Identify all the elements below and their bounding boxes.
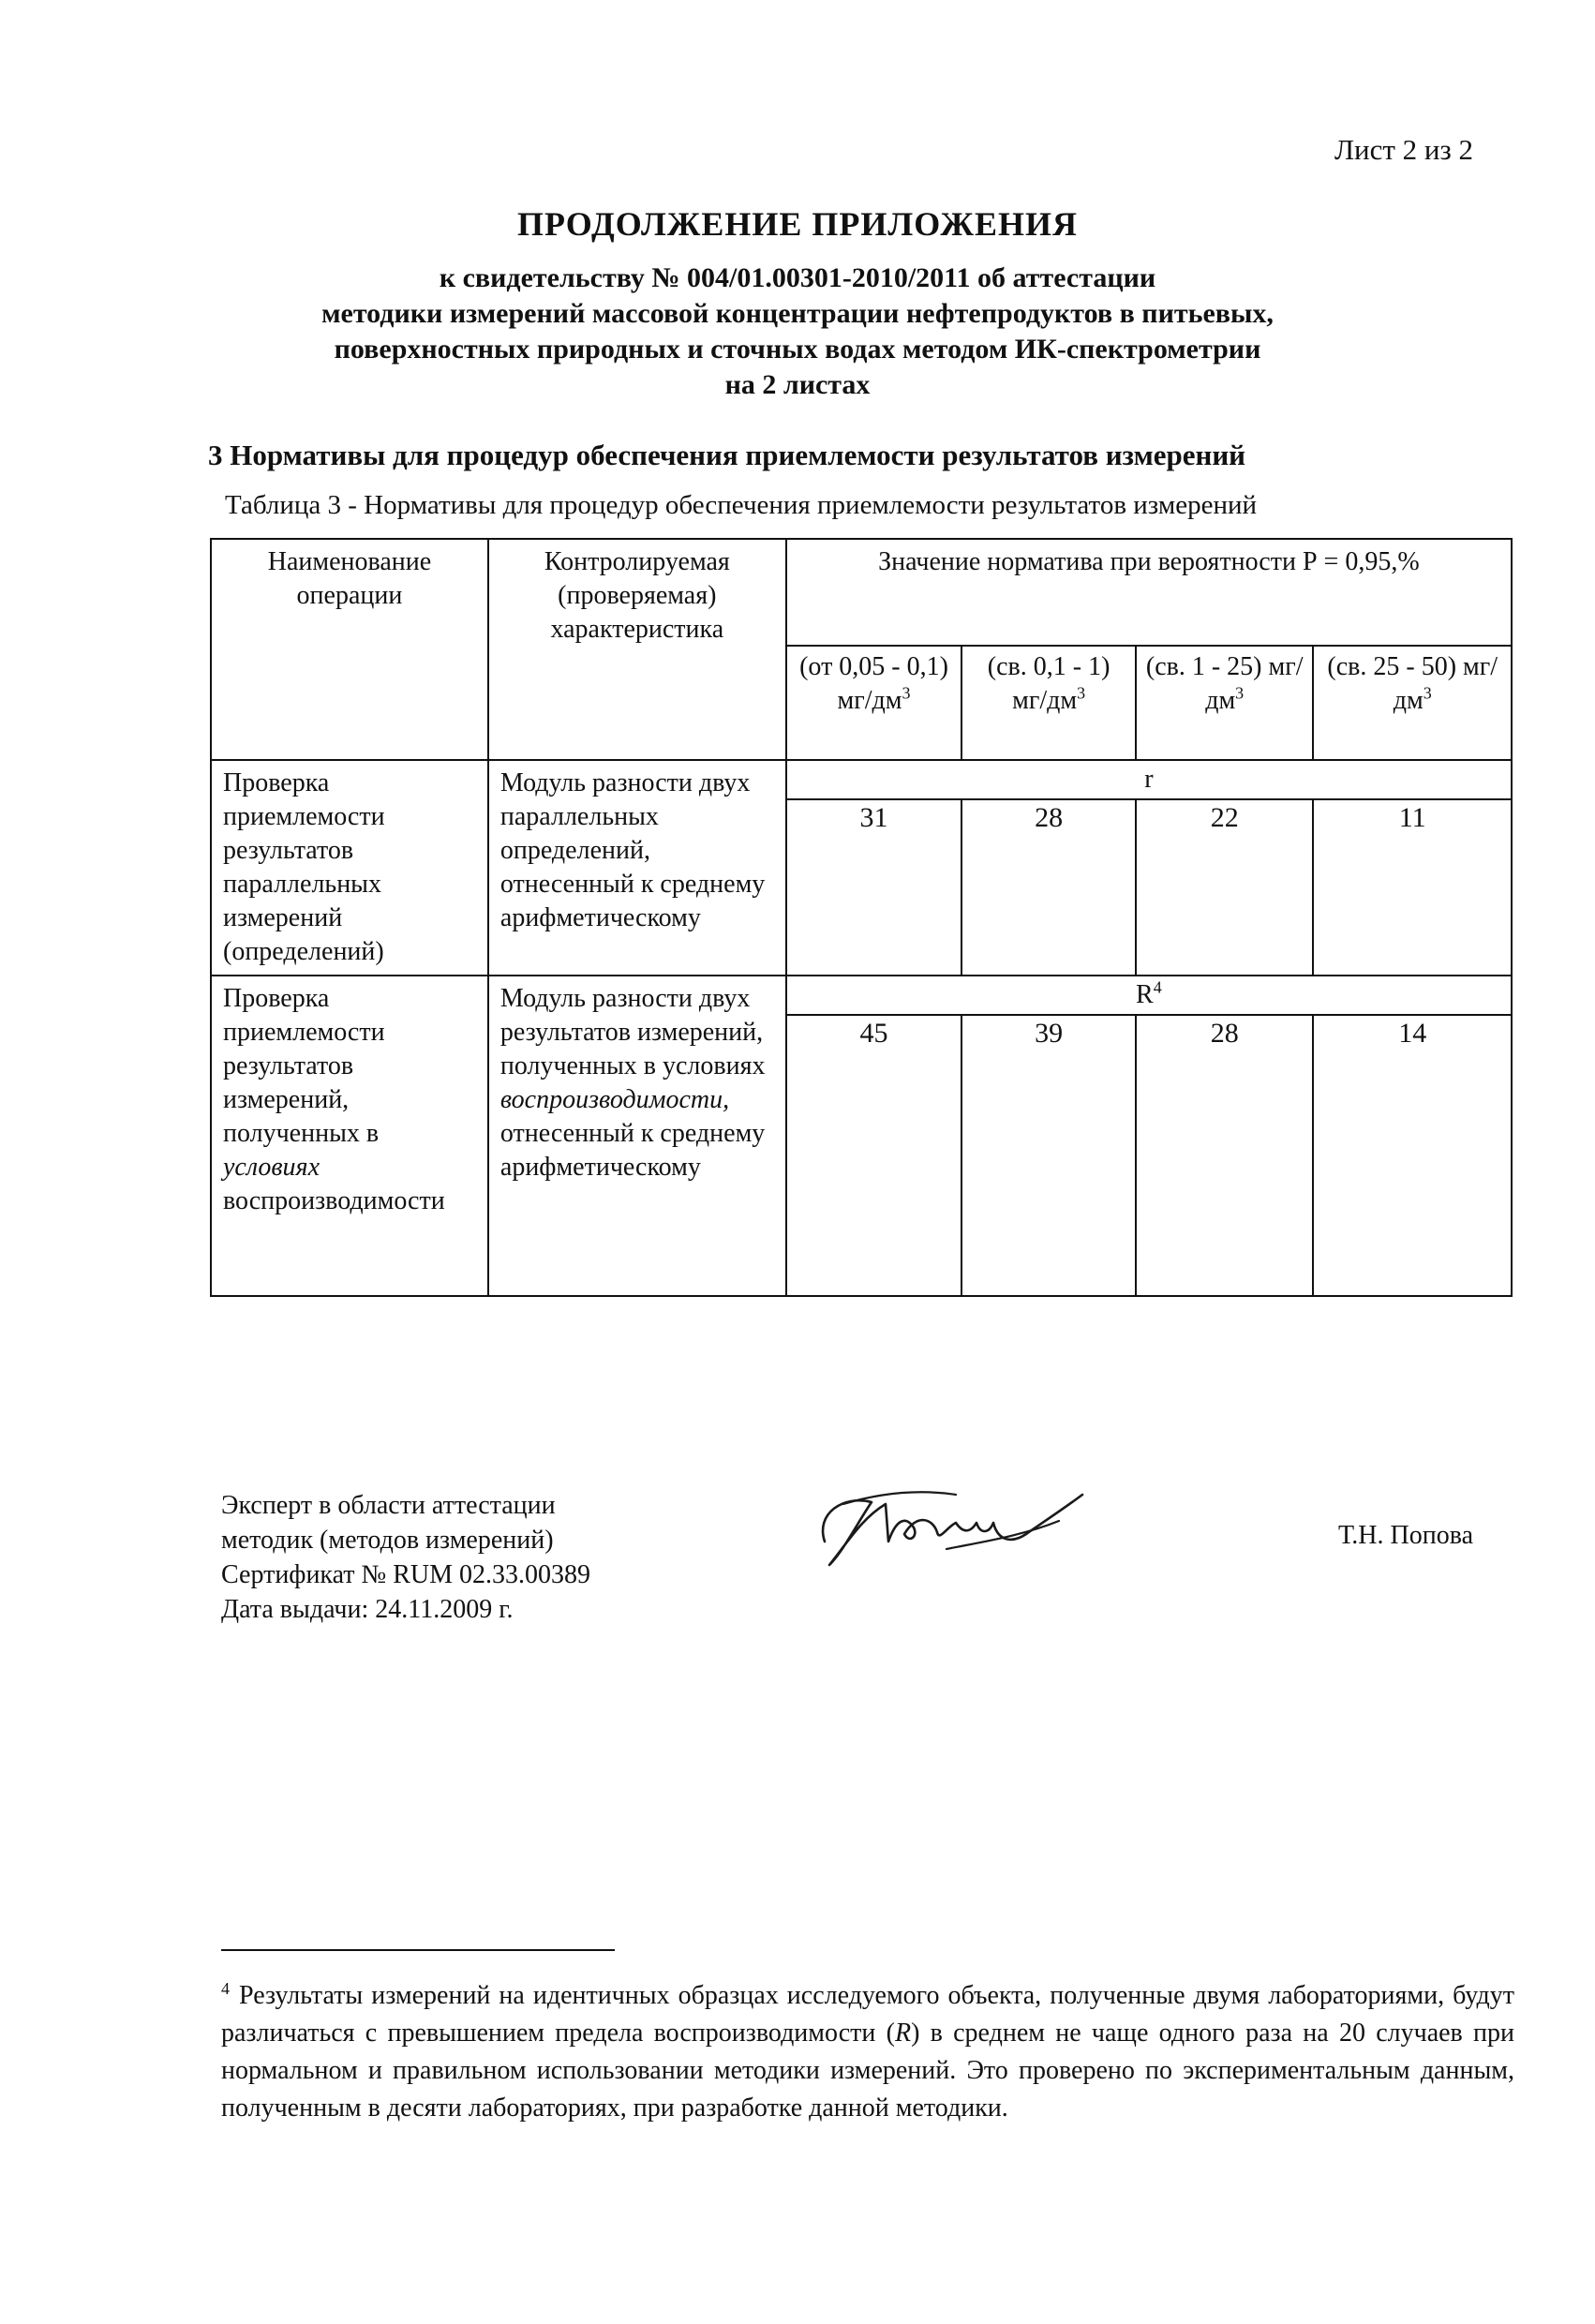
- signer-name: Т.Н. Попова: [1338, 1521, 1474, 1550]
- table-caption: Таблица 3 - Нормативы для процедур обеспечения приемлемости результатов измерений: [225, 490, 1258, 520]
- document-title: ПРОДОЛЖЕНИЕ ПРИЛОЖЕНИЯ: [517, 205, 1078, 243]
- expert-line: Дата выдачи: 24.11.2009 г.: [221, 1595, 514, 1624]
- header-value: Значение норматива при вероятности Р = 0,95,%: [786, 539, 1512, 646]
- expert-block: [221, 1488, 590, 1627]
- range-header: (св. 25 - 50) $мг/дм^3$: [1313, 646, 1512, 760]
- header-characteristic: Контролируемая (проверяемая) характеристика: [488, 539, 786, 760]
- operation-cell: Проверка приемлемости результатов параллельных измерений (определений): [211, 760, 488, 976]
- expert-line: методик (методов измерений): [221, 1526, 554, 1555]
- characteristic-cell: Модуль разности двух результатов измерений, полученных в условиях воспроизводимости, отнесенный к среднему арифметическому: [488, 976, 786, 1296]
- footnote-divider: [221, 1949, 615, 1951]
- expert-line: Эксперт в области аттестации: [221, 1491, 556, 1520]
- symbol-cell: r: [786, 760, 1512, 799]
- value-cell: 22: [1136, 799, 1314, 976]
- range-header: (св. 1 - 25) $мг/дм^3$: [1136, 646, 1314, 760]
- footnote-mark: 4: [221, 1978, 230, 1998]
- subtitle-line: поверхностных природных и сточных водах методом ИК-спектрометрии: [334, 334, 1261, 365]
- table-row: [211, 976, 1512, 1015]
- expert-line: Сертификат № RUM 02.33.00389: [221, 1560, 591, 1589]
- handwritten-signature: [806, 1476, 1087, 1579]
- section-title: 3 Нормативы для процедур обеспечения приемлемости результатов измерений: [208, 439, 1246, 471]
- norms-table: [210, 538, 1513, 1297]
- value-cell: 28: [961, 799, 1136, 976]
- value-cell: 45: [786, 1015, 962, 1296]
- value-cell: 28: [1136, 1015, 1314, 1296]
- range-header: (от 0,05 - 0,1) $мг/дм^3$: [786, 646, 962, 760]
- subtitle-line: на 2 листах: [724, 369, 871, 400]
- characteristic-cell: Модуль разности двух параллельных определений, отнесенный к среднему арифметическому: [488, 760, 786, 976]
- range-header: (св. 0,1 - 1) $мг/дм^3$: [961, 646, 1136, 760]
- value-cell: 39: [961, 1015, 1136, 1296]
- sheet-number: Лист 2 из 2: [1334, 133, 1473, 166]
- operation-cell: Проверка приемлемости результатов измерений, полученных в условиях воспроизводимости: [211, 976, 488, 1296]
- value-cell: 14: [1313, 1015, 1512, 1296]
- document-subtitle: [169, 261, 1426, 403]
- header-operation: Наименование операции: [211, 539, 488, 760]
- table-row: [211, 760, 1512, 799]
- subtitle-line: к свидетельству № 004/01.00301-2010/2011 об аттестации: [439, 262, 1156, 293]
- symbol-cell: $R^4$: [786, 976, 1512, 1015]
- footnote: $^4$ Результаты измерений на идентичных образцах исследуемого объекта, полученные двумя лабораториями, будут различаться с превышением предела воспроизводимости (R) в среднем не чаще одного раза на 20 случаев при нормальном и правильном использовании методики измерений. Это проверено по экспериментальным данным, полученным в десяти лабораториях, при разработке данной методики.: [221, 1978, 1514, 2123]
- table-header-row: [211, 539, 1512, 646]
- value-cell: 11: [1313, 799, 1512, 976]
- value-cell: 31: [786, 799, 962, 976]
- subtitle-line: методики измерений массовой концентрации нефтепродуктов в питьевых,: [321, 298, 1274, 329]
